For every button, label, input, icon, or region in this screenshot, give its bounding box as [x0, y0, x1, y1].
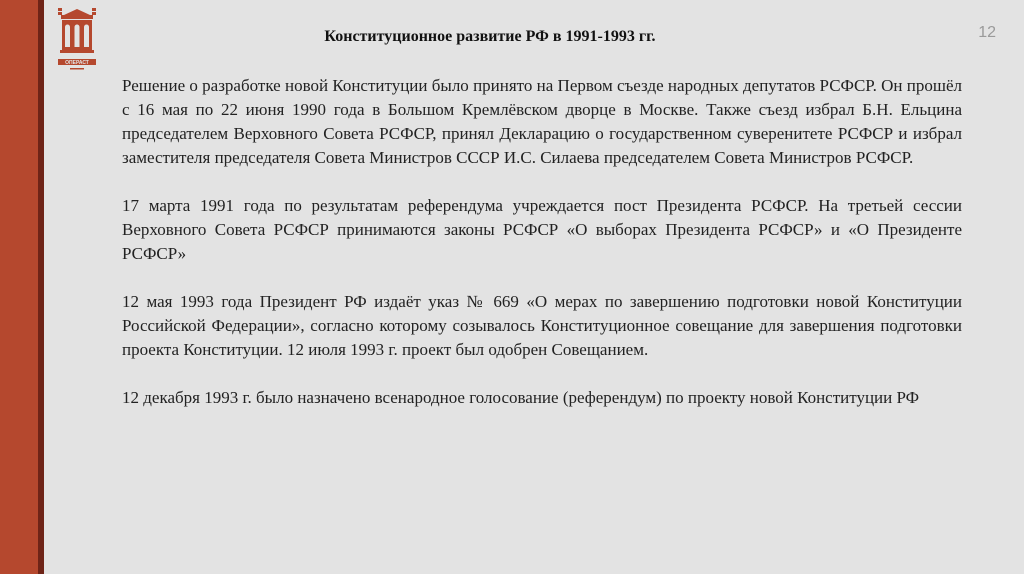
paragraph-1: Решение о разработке новой Конституции было принято на Первом съезде народных депутатов РСФСР. Он прошёл с 16 мая по 22 июня 1990 года в Большом Кремлёвском дворце в Москве. Также съезд избрал Б.Н. Ельцина председателем Верховного Совета РСФСР, принял Декларацию о государственном суверенитете РСФСР и избрал заместителя председателя Совета Министров СССР И.С. Силаева председателем Совета Министров РСФСР. [122, 76, 962, 167]
slide-title: Конституционное развитие РФ в 1991-1993 гг. [324, 28, 656, 45]
accent-bar-shadow [38, 0, 44, 574]
logo-caption: ОПЕРАСТ [65, 60, 89, 66]
accent-bar [0, 0, 38, 574]
slide-body [122, 74, 962, 434]
paragraph-4: 12 декабря 1993 г. было назначено всенародное голосование (референдум) по проекту новой Конституции РФ [122, 388, 920, 407]
paragraph-3: 12 мая 1993 года Президент РФ издаёт указ № 669 «О мерах по завершению подготовки новой Конституции Российской Федерации», согласно которому созывалось Конституционное совещание для завершения подготовки проекта Конституции. 12 июля 1993 г. проект был одобрен Совещанием. [122, 292, 962, 359]
page-number: 12 [978, 24, 996, 41]
institution-building-logo [56, 8, 98, 74]
paragraph-2: 17 марта 1991 года по результатам референдума учреждается пост Президента РСФСР. На третьей сессии Верховного Совета РСФСР принимаются законы РСФСР «О выборах Президента РСФСР» и «О Президенте РСФСР» [122, 196, 962, 263]
